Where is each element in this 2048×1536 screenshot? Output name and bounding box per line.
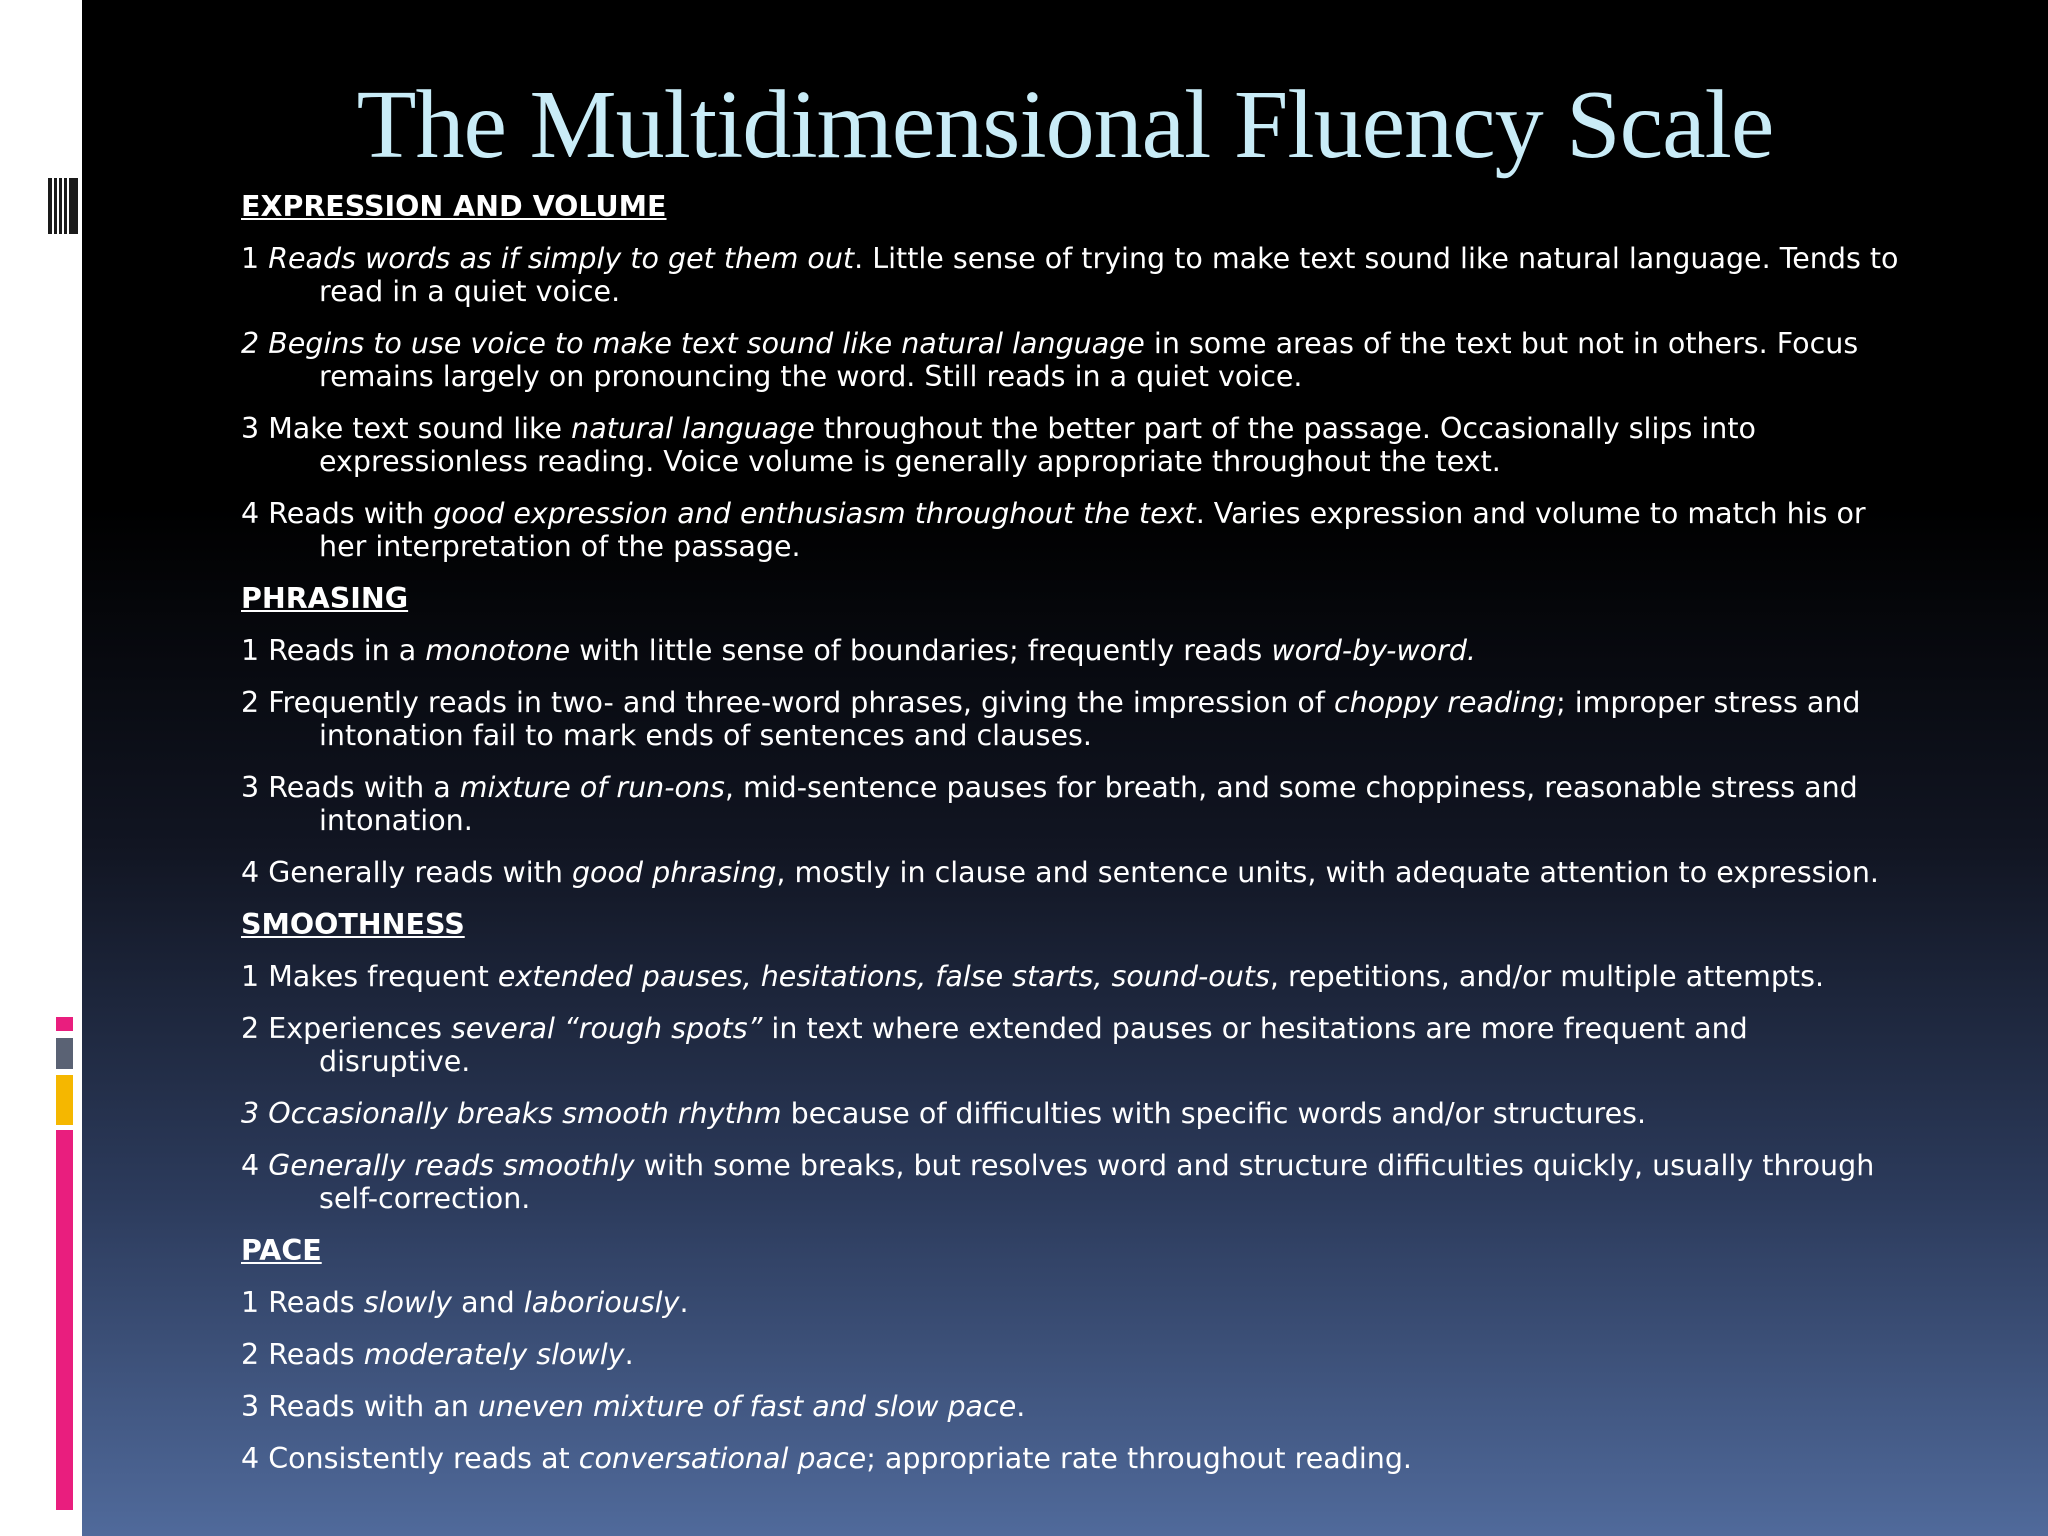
item-text: 4 Reads with (241, 497, 434, 530)
scale-item (241, 327, 1901, 393)
item-text: 4 Generally reads with (241, 856, 572, 889)
emphasis-text: good phrasing (571, 856, 777, 889)
slide-title: The Multidimensional Fluency Scale (356, 71, 1774, 179)
item-text: 3 Make text sound like (241, 412, 572, 445)
item-text: . Varies expression and volume to match his or her interpretation of the passage. (319, 497, 1866, 563)
emphasis-text: word-by-word. (1271, 634, 1476, 667)
item-text: in text where extended pauses or hesitations are more frequent and disruptive. (319, 1012, 1748, 1078)
emphasis-text: mixture of run-ons (459, 771, 725, 804)
emphasis-text: extended pauses, hesitations, false starts, sound-outs (497, 960, 1270, 993)
item-text: 3 Reads with an (241, 1390, 478, 1423)
scale-item (241, 1338, 1901, 1371)
emphasis-text: monotone (425, 634, 571, 667)
accent-bar-gold (56, 1075, 73, 1125)
scale-item (241, 412, 1901, 478)
scale-item (241, 634, 1901, 667)
accent-bar-gray (56, 1038, 73, 1069)
item-text: 2 Frequently reads in two- and three-word phrases, giving the impression of (241, 686, 1334, 719)
slide-left-margin (0, 0, 82, 1536)
emphasis-text: choppy reading (1333, 686, 1557, 719)
scale-item (241, 686, 1901, 752)
scale-item (241, 856, 1901, 889)
scale-item (241, 1012, 1901, 1078)
scale-item (241, 960, 1901, 993)
item-text: . (1016, 1390, 1026, 1423)
item-text: 2 Reads (241, 1338, 364, 1371)
scale-item (241, 1442, 1901, 1475)
item-text: because of difficulties with specific words and/or structures. (781, 1097, 1647, 1130)
scale-item (241, 1097, 1901, 1130)
emphasis-text: several “rough spots” (451, 1012, 763, 1045)
item-text: . (624, 1338, 634, 1371)
item-text: 1 (241, 242, 269, 275)
emphasis-text: 3 Occasionally breaks smooth rhythm (241, 1097, 782, 1130)
item-text: throughout the better part of the passage. Occasionally slips into expressionless reading. Voice volume is generally appropriate throughout the text. (319, 412, 1756, 478)
item-text: in some areas of the text but not in others. Focus remains largely on pronouncing the word. Still reads in a quiet voice. (319, 327, 1859, 393)
emphasis-text: conversational pace (578, 1442, 867, 1475)
scale-item (241, 1390, 1901, 1423)
item-text: 4 Consistently reads at (241, 1442, 579, 1475)
item-text: with some breaks, but resolves word and structure difficulties quickly, usually through self-correction. (319, 1149, 1875, 1215)
item-text: . (679, 1286, 689, 1319)
item-text: 2 Experiences (241, 1012, 452, 1045)
item-text: 1 Reads (241, 1286, 364, 1319)
emphasis-text: natural language (571, 412, 815, 445)
emphasis-text: uneven mixture of fast and slow pace (477, 1390, 1017, 1423)
emphasis-text: good expression and enthusiasm throughout the text (433, 497, 1196, 530)
section-heading: PACE (241, 1234, 322, 1267)
item-text: , mid-sentence pauses for breath, and some choppiness, reasonable stress and intonation. (319, 771, 1858, 837)
item-text: ; appropriate rate throughout reading. (866, 1442, 1412, 1475)
item-text: 3 Reads with a (241, 771, 460, 804)
emphasis-text: moderately slowly (363, 1338, 625, 1371)
item-text: , mostly in clause and sentence units, with adequate attention to expression. (776, 856, 1879, 889)
emphasis-text: slowly (363, 1286, 453, 1319)
item-text: , repetitions, and/or multiple attempts. (1269, 960, 1825, 993)
section-heading: SMOOTHNESS (241, 908, 465, 941)
scale-item (241, 771, 1901, 837)
decorative-stripes (48, 178, 78, 234)
scale-item (241, 242, 1901, 308)
item-text: and (452, 1286, 524, 1319)
accent-bar-pink (56, 1130, 73, 1510)
emphasis-text: Reads words as if simply to get them out (268, 242, 855, 275)
item-text: ; improper stress and intonation fail to mark ends of sentences and clauses. (319, 686, 1861, 752)
section-heading: EXPRESSION AND VOLUME (241, 190, 667, 223)
scale-item (241, 1149, 1901, 1215)
item-text: 1 Makes frequent (241, 960, 498, 993)
emphasis-text: 2 Begins to use voice to make text sound like natural language (241, 327, 1145, 360)
emphasis-text: laboriously (523, 1286, 680, 1319)
scale-item (241, 497, 1901, 563)
section-heading: PHRASING (241, 582, 409, 615)
scale-item (241, 1286, 1901, 1319)
item-text: with little sense of boundaries; frequently reads (570, 634, 1272, 667)
item-text: . Little sense of trying to make text sound like natural language. Tends to read in a quiet voice. (319, 242, 1899, 308)
item-text: 4 (241, 1149, 269, 1182)
accent-bar-pink-top (56, 1017, 73, 1031)
item-text: 1 Reads in a (241, 634, 426, 667)
emphasis-text: Generally reads smoothly (268, 1149, 635, 1182)
slide-body (241, 190, 1901, 1475)
